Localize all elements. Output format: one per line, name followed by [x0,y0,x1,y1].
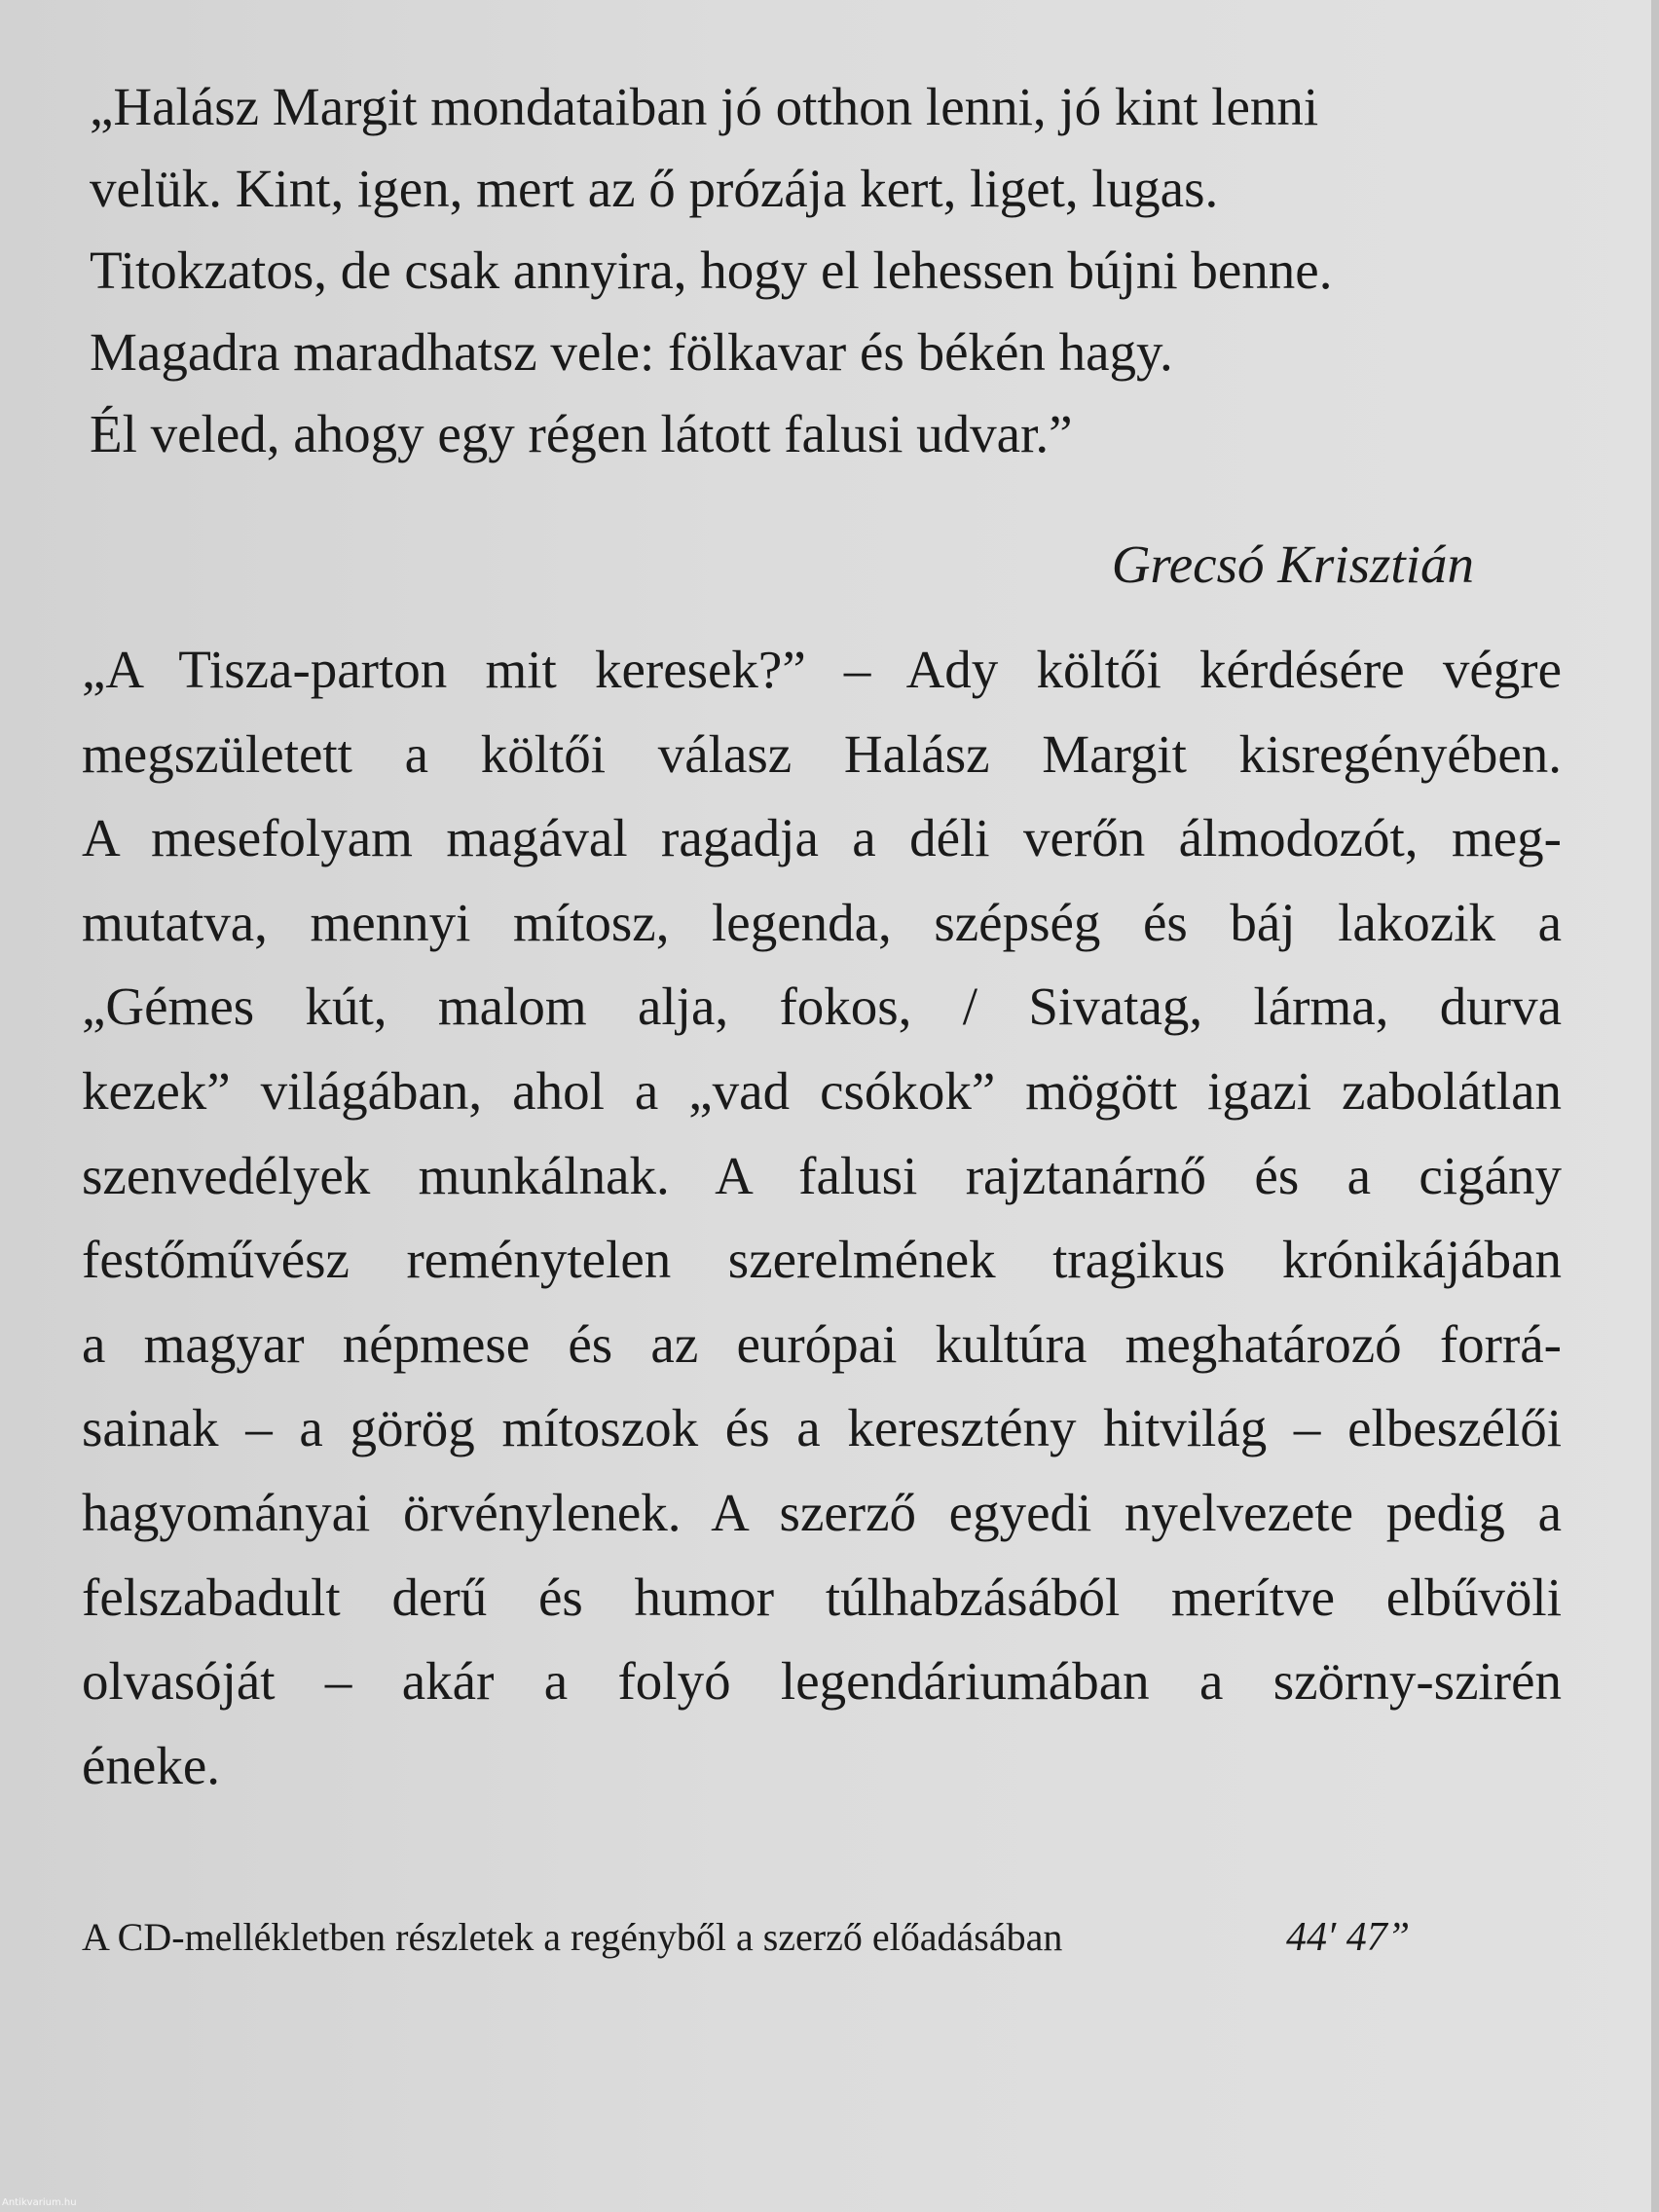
blurb-line: a magyar népmese és az európai kultúra meghatározó forrá- [82,1313,1562,1374]
cd-duration: 44′ 47” [1286,1915,1411,1960]
quote-line: Él veled, ahogy egy régen látott falusi udvar.” [90,404,1073,463]
blurb-line: hagyományai örvénylenek. A szerző egyedi nyelvezete pedig a [82,1482,1562,1542]
blurb-line: A mesefolyam magával ragadja a déli verőn álmodozót, meg- [82,808,1562,868]
watermark: Antikvarium.hu [2,2197,77,2208]
quote-line: Titokzatos, de csak annyira, hogy el lehessen bújni benne. [90,240,1333,300]
quote-author: Grecsó Krisztián [1111,535,1474,594]
blurb-line: sainak – a görög mítoszok és a keresztény hitvilág – elbeszélői [82,1398,1562,1458]
blurb-line: kezek” világában, ahol a „vad csókok” mögött igazi zabolátlan [82,1060,1562,1121]
quote-line: „Halász Margit mondataiban jó otthon lenni, jó kint lenni [90,77,1319,136]
blurb-line: felszabadult derű és humor túlhabzásából merítve elbűvöli [82,1567,1562,1627]
quote-block [90,66,1530,594]
cd-note [82,1908,1445,1967]
blurb-line: olvasóját – akár a folyó legendáriumában a szörny-szirén [82,1651,1562,1712]
blurb-line: „Gémes kút, malom alja, fokos, / Sivatag, lárma, durva [82,977,1562,1037]
blurb-line: mutatva, mennyi mítosz, legenda, szépség és báj lakozik a [82,892,1562,952]
quote-line: velük. Kint, igen, mert az ő prózája kert, liget, lugas. [90,159,1219,218]
page-edge-shadow [1651,0,1659,2212]
quote-line: Magadra maradhatsz vele: fölkavar és békén hagy. [90,322,1173,382]
cd-note-text: A CD-mellékletben részletek a regényből a szerző előadásában [82,1915,1063,1959]
blurb-line: megszületett a költői válasz Halász Margit kisregényében. [82,723,1562,784]
blurb-paragraph [82,628,1562,1808]
blurb-line: festőművész reménytelen szerelmének tragikus krónikájában [82,1230,1562,1290]
blurb-line: „A Tisza-parton mit keresek?” – Ady költői kérdésére végre [82,640,1562,699]
blurb-line: éneke. [82,1735,220,1795]
blurb-line: szenvedélyek munkálnak. A falusi rajztanárnő és a cigány [82,1145,1562,1205]
